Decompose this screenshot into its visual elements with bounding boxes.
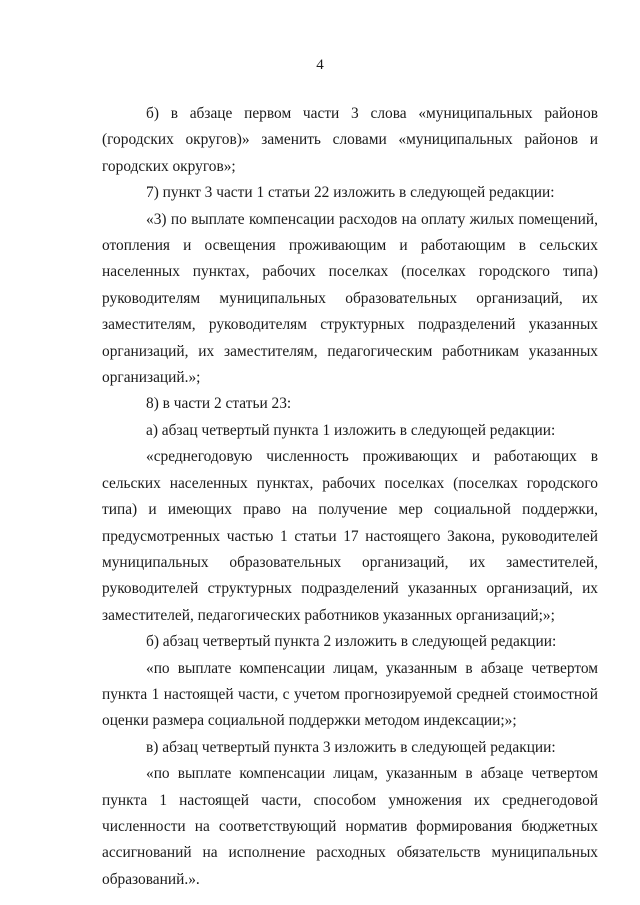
page-number: 4 (316, 57, 324, 73)
paragraph-5: а) абзац четвертый пункта 1 изложить в следующей редакции: (146, 421, 556, 439)
paragraph-8: «по выплате компенсации лицам, указанным в абзаце четвертом пункта 1 настоящей части, с учетом прогнозируемой средней стоимостной оценки размера социальной поддержки методом индексации;»; (102, 659, 598, 730)
paragraph-4: 8) в части 2 статьи 23: (146, 395, 292, 413)
paragraph-2: 7) пункт 3 части 1 статьи 22 изложить в следующей редакции: (146, 184, 555, 202)
paragraph-9: в) абзац четвертый пункта 3 изложить в следующей редакции: (146, 738, 556, 756)
document-body (102, 101, 598, 893)
paragraph-7: б) абзац четвертый пункта 2 изложить в следующей редакции: (146, 633, 557, 651)
paragraph-3: «3) по выплате компенсации расходов на оплату жилых помещений, отопления и освещения проживающим и работающим в сельских населенных пунктах, рабочих поселках (поселках городского типа) руководителям муниципальных образовательных организаций, их заместителям, руководителям структурных подразделений указанных организаций, их заместителям, педагогическим работникам указанных организаций.»; (102, 210, 598, 387)
paragraph-10: «по выплате компенсации лицам, указанным в абзаце четвертом пункта 1 настоящей части, способом умножения их среднегодовой численности на соответствующий норматив формирования бюджетных ассигнований на исполнение расходных обязательств муниципальных образований.». (102, 765, 598, 888)
paragraph-6: «среднегодовую численность проживающих и работающих в сельских населенных пунктах, рабочих поселках (поселках городского типа) и имеющих право на получение мер социальной поддержки, предусмотренных частью 1 статьи 17 настоящего Закона, руководителей муниципальных образовательных организаций, их заместителей, руководителей структурных подразделений указанных организаций, их заместителей, педагогических работников указанных организаций;»; (102, 448, 598, 624)
paragraph-1: б) в абзаце первом части 3 слова «муниципальных районов (городских округов)» заменить словами «муниципальных районов и городских округов»; (102, 105, 598, 175)
